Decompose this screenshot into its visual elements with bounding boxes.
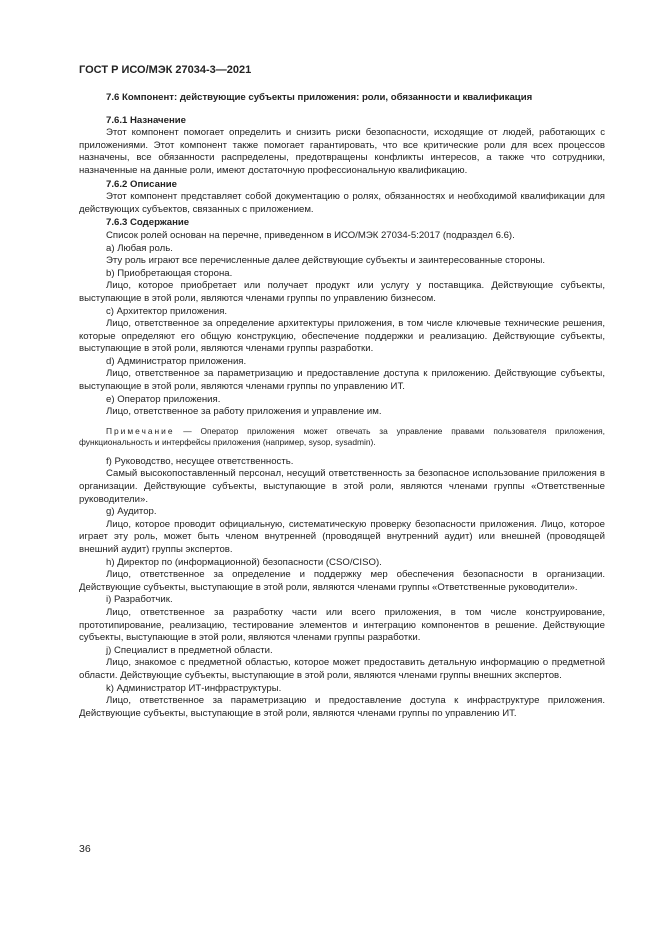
list-item-text: Лицо, ответственное за параметризацию и предоставление доступа к инфраструктуре приложения. Действующие субъекты, выступающие в этой роли, являются членами группы по управлению ИТ. <box>79 695 605 719</box>
page-number: 36 <box>79 843 91 855</box>
note <box>79 426 605 449</box>
list-item-text: Эту роль играют все перечисленные далее действующие субъекты и заинтересованные стороны. <box>106 255 546 267</box>
subsection-title-description: 7.6.2 Описание <box>106 178 177 190</box>
list-item-text: Лицо, ответственное за параметризацию и предоставление доступа к приложению. Действующие субъекты, выступающие в этой роли, являются членами группы по управлению ИТ. <box>79 368 605 393</box>
subsection-title-purpose: 7.6.1 Назначение <box>106 114 186 126</box>
list-item-label: k) Администратор ИТ-инфраструктуры. <box>106 682 282 694</box>
list-item-label: e) Оператор приложения. <box>106 393 221 405</box>
note-text: — Оператор приложения может отвечать за управление правами пользователя приложения, функциональность и интерфейсы приложения (например, sysop, sysadmin). <box>79 425 605 448</box>
list-item-label: j) Специалист в предметной области. <box>106 644 273 656</box>
paragraph-description: Этот компонент представляет собой документацию о ролях, обязанностях и необходимой квалификации для действующих субъектов, связанных с приложением. <box>79 191 605 215</box>
list-item-text: Лицо, ответственное за определение и поддержку мер обеспечения безопасности в организации. Действующие субъекты, выступающие в этой роли, являются членами группы «Ответственные руководители». <box>79 569 605 593</box>
note-label: Примечание <box>106 425 175 436</box>
list-item-label: i) Разработчик. <box>106 594 173 606</box>
list-item-label: a) Любая роль. <box>106 242 173 254</box>
list-item-text: Лицо, ответственное за определение архитектуры приложения, в том числе ключевые технические решения, которые определяют его общую конструкцию, обеспечение поддержки и реализацию. Действующие субъекты, выступающие в этой роли, являются членами группы разработки. <box>79 318 605 355</box>
paragraph-purpose: Этот компонент помогает определить и снизить риски безопасности, исходящие от людей, работающих с приложениями. Этот компонент также помогает гарантировать, что все критические роли для всех процессов назначены, все обязанности распределены, предотвращены конфликты интересов, а также что сотрудники, назначенные на данные роли, имеют достаточную профессиональную квалификацию. <box>79 127 605 176</box>
list-item-text: Лицо, которое приобретает или получает продукт или услугу у поставщика. Действующие субъекты, выступающие в этой роли, являются членами группы по управлению бизнесом. <box>79 280 605 304</box>
document-body <box>79 92 605 720</box>
document-header: ГОСТ Р ИСО/МЭК 27034-3—2021 <box>79 64 252 76</box>
list-item-label: h) Директор по (информационной) безопасности (CSO/CISO). <box>106 556 382 568</box>
list-item-label: g) Аудитор. <box>106 506 157 518</box>
list-item-label: d) Администратор приложения. <box>106 355 247 367</box>
section-title: 7.6 Компонент: действующие субъекты приложения: роли, обязанности и квалификация <box>106 92 533 103</box>
subsection-title-content: 7.6.3 Содержание <box>106 217 190 229</box>
list-item-text: Самый высокопоставленный персонал, несущий ответственность за безопасное использование приложения в организации. Действующие субъекты, выступающие в этой роли, являются членами группы «Ответственные руководители». <box>79 468 605 505</box>
list-item-text: Лицо, знакомое с предметной областью, которое может предоставить детальную информацию о предметной области. Действующие субъекты, выступающие в этой роли, являются членами группы внешних экспертов. <box>79 657 605 681</box>
list-item-label: b) Приобретающая сторона. <box>106 267 233 279</box>
paragraph-intro: Список ролей основан на перечне, приведенном в ИСО/МЭК 27034-5:2017 (подраздел 6.6). <box>106 229 515 241</box>
list-item-text: Лицо, ответственное за работу приложения и управление им. <box>106 406 382 418</box>
list-item-label: c) Архитектор приложения. <box>106 305 228 317</box>
list-item-text: Лицо, ответственное за разработку части или всего приложения, в том числе конструирование, прототипирование, реализацию, тестирование элементов и интеграцию компонентов в решение. Действующие субъекты, выступающие в этой роли, являются членами группы разработки. <box>79 606 605 644</box>
list-item-label: f) Руководство, несущее ответственность. <box>106 455 294 467</box>
list-item-text: Лицо, которое проводит официальную, систематическую проверку безопасности приложения. Лицо, которое играет эту роль, может быть членом внутренней (проводящей внутренний аудит) или внешней (проводящей внешний аудит) группы экспертов. <box>79 518 605 555</box>
